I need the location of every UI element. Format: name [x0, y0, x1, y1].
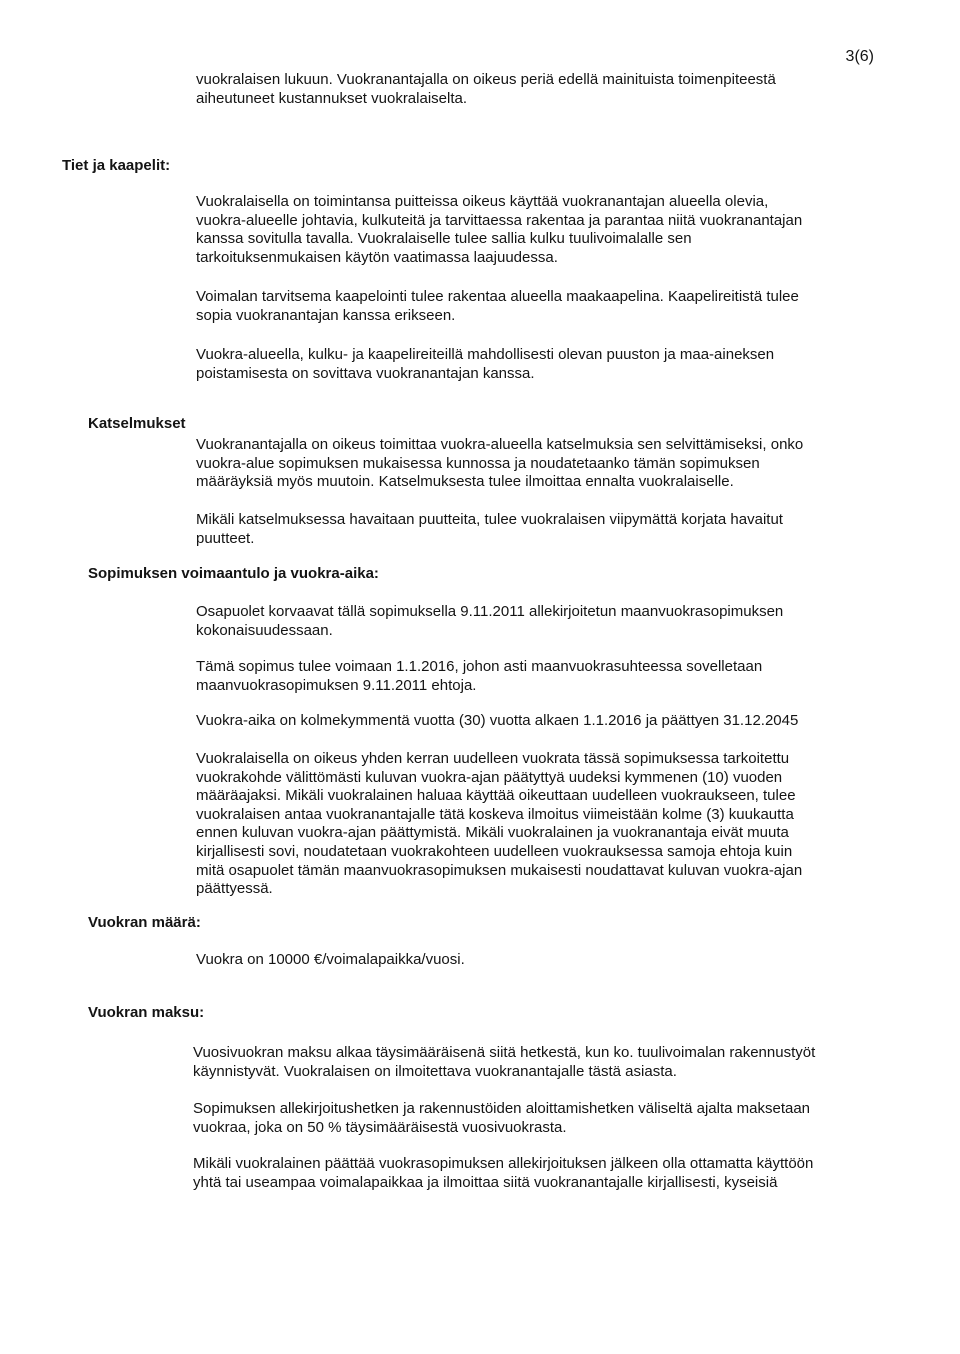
paragraph-katselmukset-1: Vuokranantajalla on oikeus toimittaa vuokra-alueella katselmuksia sen selvittämiseksi, onko vuokra-alue sopimuksen mukaisessa kunnossa ja noudatetaanko tämän sopimuksen määräyksiä myös muutoin. Katselmuksesta tulee ilmoittaa ennalta vuokralaiselle. [196, 436, 804, 491]
heading-vuokran-maksu: Vuokran maksu: [88, 1004, 205, 1021]
heading-vuokran-maara: Vuokran määrä: [88, 914, 201, 931]
paragraph-tiet-3: Vuokra-alueella, kulku- ja kaapelireiteillä mahdollisesti olevan puuston ja maa-aineksen poistamisesta on sovittava vuokranantajan kanssa. [196, 346, 775, 382]
paragraph-maksu-1: Vuosivuokran maksu alkaa täysimääräisenä siitä hetkestä, kun ko. tuulivoimalan rakennustyöt käynnistyvät. Vuokralaisen on ilmoitettava vuokranantajalle tästä asiasta. [193, 1044, 816, 1080]
paragraph-maksu-2: Sopimuksen allekirjoitushetken ja rakennustöiden aloittamishetken väliseltä ajalta maksetaan vuokraa, joka on 50 % täysimääräisestä vuosivuokrasta. [193, 1100, 811, 1136]
paragraph-tiet-2: Voimalan tarvitsema kaapelointi tulee rakentaa alueella maakaapelina. Kaapelireitistä tulee sopia vuokranantajan kanssa erikseen. [196, 288, 799, 324]
paragraph-maksu-3: Mikäli vuokralainen päättää vuokrasopimuksen allekirjoituksen jälkeen olla ottamatta käyttöön yhtä tai useampaa voimalapaikkaa ja ilmoittaa siitä vuokranantajalle kirjallisesti, kyseisiä [193, 1155, 814, 1191]
paragraph-continuation: vuokralaisen lukuun. Vuokranantajalla on oikeus periä edellä mainituista toimenpiteestä aiheutuneet kustannukset vuokralaiselta. [196, 71, 776, 107]
paragraph-katselmukset-2: Mikäli katselmuksessa havaitaan puutteita, tulee vuokralaisen viipymättä korjata havaitut puutteet. [196, 511, 783, 547]
page-number: 3(6) [845, 48, 874, 65]
heading-katselmukset: Katselmukset [88, 415, 186, 432]
paragraph-vuokran-maara: Vuokra on 10000 €/voimalapaikka/vuosi. [196, 951, 465, 968]
heading-sopimuksen-voimaantulo: Sopimuksen voimaantulo ja vuokra-aika: [88, 565, 379, 582]
paragraph-sopimus-2: Tämä sopimus tulee voimaan 1.1.2016, johon asti maanvuokrasuhteessa sovelletaan maanvuokrasopimuksen 9.11.2011 ehtoja. [196, 658, 763, 694]
paragraph-sopimus-1: Osapuolet korvaavat tällä sopimuksella 9.11.2011 allekirjoitetun maanvuokrasopimuksen kokonaisuudessaan. [196, 603, 784, 639]
paragraph-tiet-1: Vuokralaisella on toimintansa puitteissa oikeus käyttää vuokranantajan alueella olevia, vuokra-alueelle johtavia, kulkuteitä ja tarvittaessa rakentaa ja parantaa niitä vuokranantajan kanssa sovitulla tavalla. Vuokralaiselle tulee sallia kulku tuulivoimalalle sen tarkoituksenmukaisen käytön vaatimassa laajuudessa. [196, 193, 803, 266]
heading-tiet-ja-kaapelit: Tiet ja kaapelit: [62, 157, 171, 174]
paragraph-sopimus-3: Vuokra-aika on kolmekymmentä vuotta (30) vuotta alkaen 1.1.2016 ja päättyen 31.12.2045 [196, 712, 799, 729]
paragraph-sopimus-4: Vuokralaisella on oikeus yhden kerran uudelleen vuokrata tässä sopimuksessa tarkoitettu vuokrakohde välittömästi kuluvan vuokra-ajan päätyttyä uudeksi kymmenen (10) vuoden määräajaksi. Mikäli vuokralainen haluaa käyttää oikeuttaan uudelleen vuokraukseen, tulee vuokralaisen antaa vuokranantajalle tätä koskeva ilmoitus viimeistään kolme (3) kuukautta ennen kuluvan vuokra-ajan päättymistä. Mikäli vuokralainen ja vuokranantaja eivät muuta kirjallisesti sovi, noudatetaan vuokrakohteen uudelleen vuokrauksessa samoja ehtoja kuin mitä osapuolet tämän maanvuokrasopimuksen mukaisesti noudattavat kuluvan vuokra-ajan päättyessä. [196, 750, 803, 898]
